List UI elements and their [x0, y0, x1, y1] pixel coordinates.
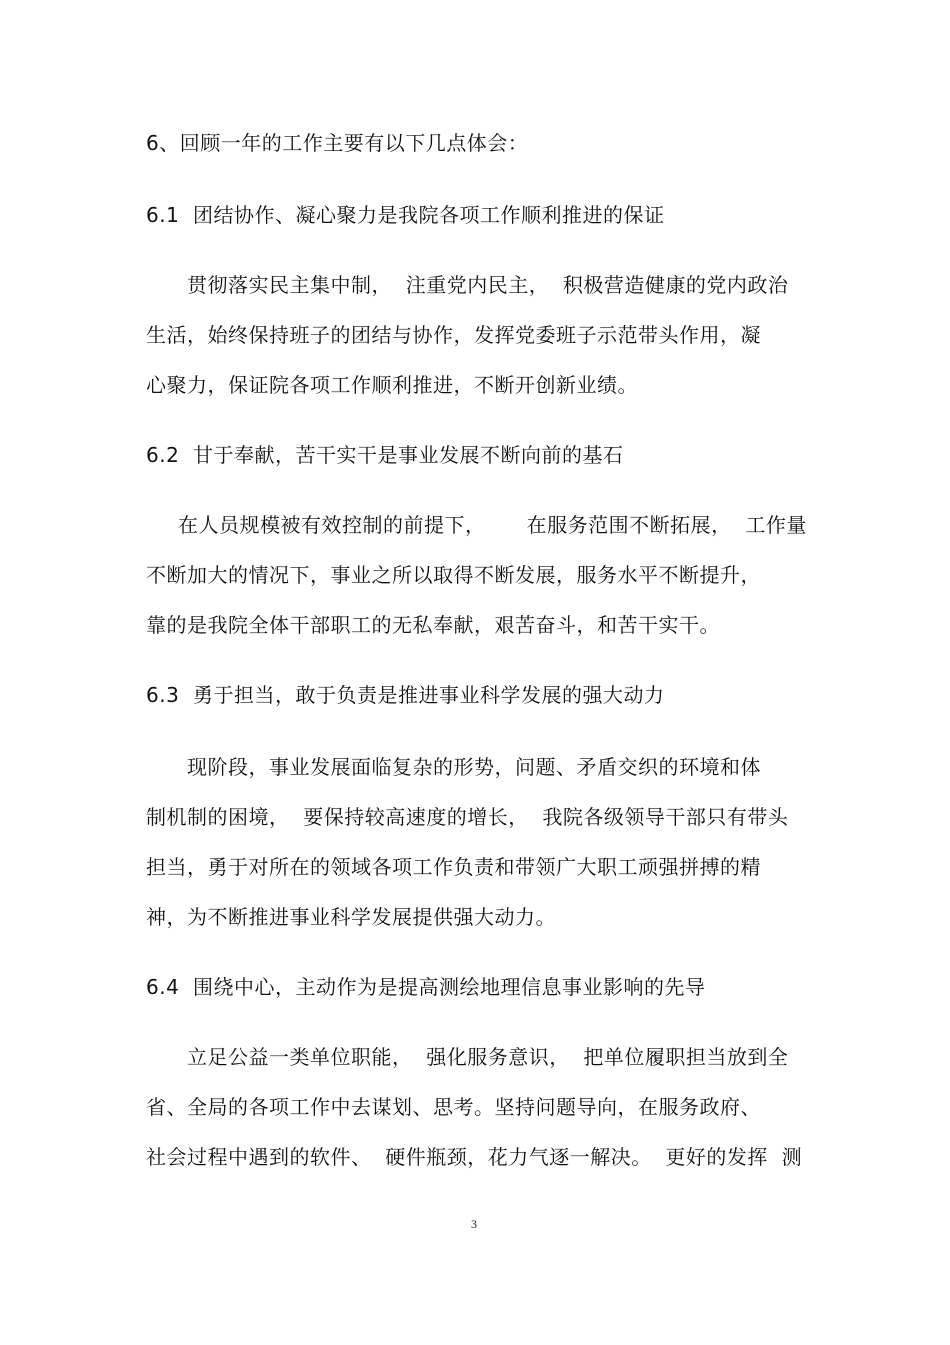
section-title: 6.1 团结协作、凝心聚力是我院各项工作顺利推进的保证 — [146, 203, 665, 227]
paragraph-line: 制机制的困境， 要保持较高速度的增长， 我院各级领导干部只有带头 — [146, 805, 789, 829]
paragraph-line: 立足公益一类单位职能， 强化服务意识， 把单位履职担当放到全 — [187, 1045, 789, 1069]
section-title: 6.3 勇于担当，敢于负责是推进事业科学发展的强大动力 — [146, 683, 665, 707]
section-title: 6.4 围绕中心，主动作为是提高测绘地理信息事业影响的先导 — [146, 975, 706, 999]
paragraph-line: 社会过程中遇到的软件、 硬件瓶颈，花力气逐一解决。 更好的发挥 测 — [146, 1145, 803, 1169]
paragraph-line: 不断加大的情况下，事业之所以取得不断发展，服务水平不断提升， — [146, 563, 761, 587]
paragraph-line: 靠的是我院全体干部职工的无私奉献，艰苦奋斗，和苦干实干。 — [146, 613, 720, 637]
paragraph-line: 心聚力，保证院各项工作顺利推进，不断开创新业绩。 — [146, 373, 638, 397]
paragraph-line: 贯彻落实民主集中制， 注重党内民主， 积极营造健康的党内政治 — [187, 273, 789, 297]
paragraph-line: 省、全局的各项工作中去谋划、思考。坚持问题导向，在服务政府、 — [146, 1095, 761, 1119]
page-number: 3 — [471, 1217, 477, 1231]
paragraph-line: 神，为不断推进事业科学发展提供强大动力。 — [146, 905, 556, 929]
paragraph-line: 生活，始终保持班子的团结与协作，发挥党委班子示范带头作用，凝 — [146, 323, 761, 347]
paragraph-line: 担当，勇于对所在的领域各项工作负责和带领广大职工顽强拼搏的精 — [146, 855, 761, 879]
paragraph-line: 现阶段，事业发展面临复杂的形势，问题、矛盾交织的环境和体 — [187, 755, 761, 779]
section-title: 6.2 甘于奉献，苦干实干是事业发展不断向前的基石 — [146, 443, 624, 467]
paragraph-line: 在人员规模被有效控制的前提下， 在服务范围不断拓展， 工作量 — [178, 513, 807, 537]
main-heading: 6、回顾一年的工作主要有以下几点体会： — [146, 131, 529, 155]
